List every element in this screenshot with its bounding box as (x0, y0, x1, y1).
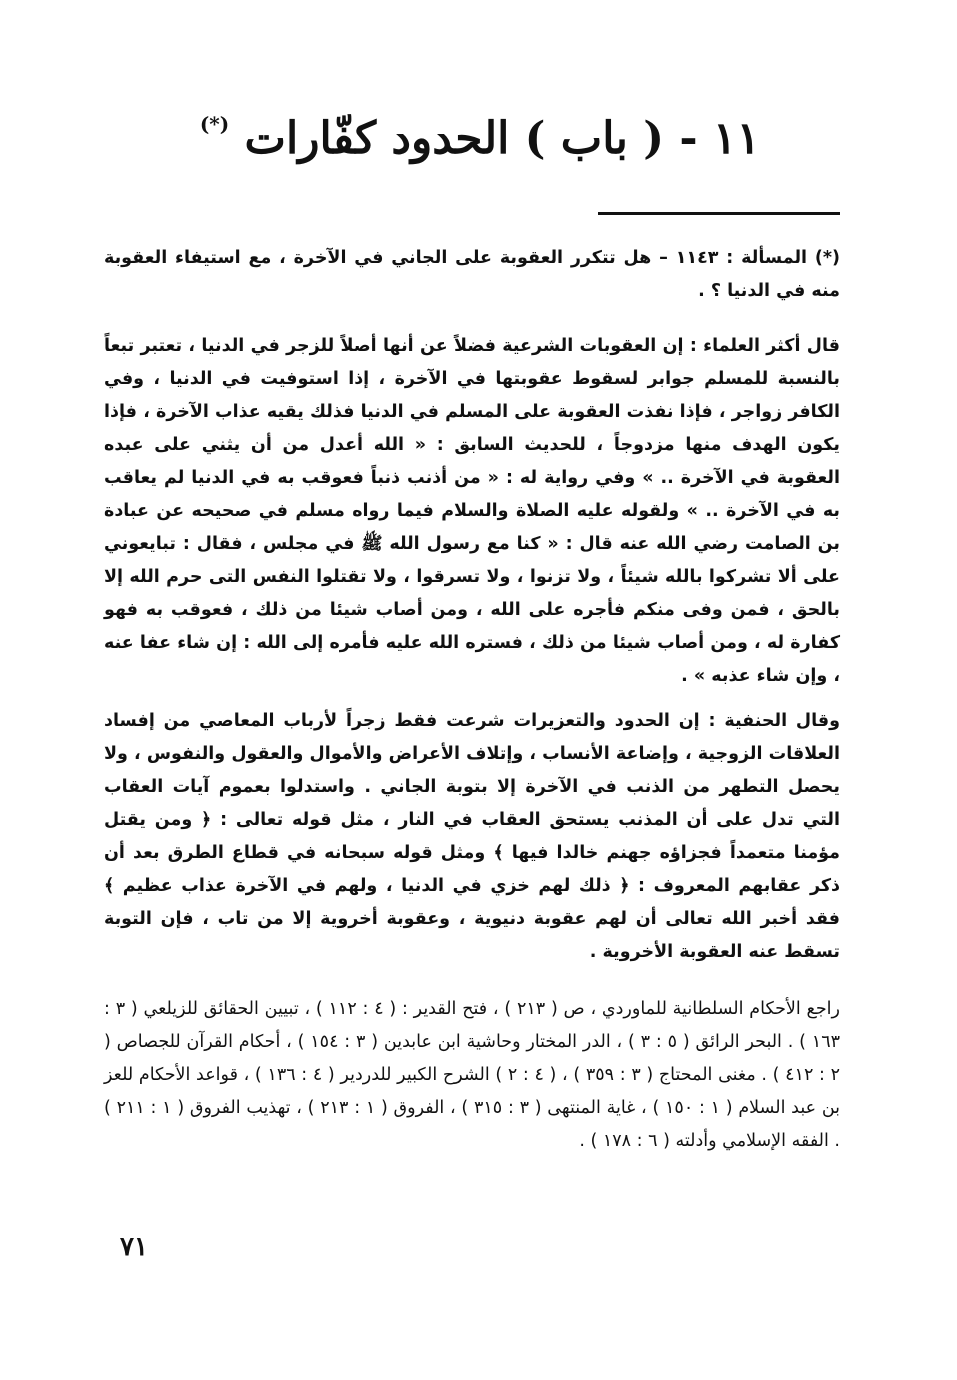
chapter-title (150, 112, 810, 164)
footnote-question-text: هل تتكرر العقوبة على الجاني في الآخرة ، مع استيفاء العقوبة منه في الدنيا ؟ . (104, 248, 840, 301)
references-text: راجع الأحكام السلطانية للماوردي ، ص ( ٢١٣ ) ، فتح القدير : ( ٤ : ١١٢ ) ، تبيين الحقائق للزيلعي ( ٣ : ١٦٣ ) . البحر الرائق ( ٥ : ٣ ) ، الدر المختار وحاشية ابن عابدين ( ٣ : ١٥٤ ) ، أحكام القرآن للجصاص ( ٢ : ٤١٢ ) . مغنى المحتاج ( ٣ : ٣٥٩ ) ، ( ٤ : ٢ ) الشرح الكبير للدردير ( ٤ : ١٣٦ ) ، قواعد الأحكام للعز بن عبد السلام ( ١ : ١٥٠ ) ، غاية المنتهى ( ٣ : ٣١٥ ) ، الفروق ( ١ : ٢١٣ ) ، تهذيب الفروق ( ١ : ٢١١ ) . الفقه الإسلامي وأدلته ( ٦ : ١٧٨ ) . (104, 999, 841, 1151)
footnote-separator (598, 212, 840, 215)
references-paragraph (104, 993, 840, 1158)
footnote-marker: (*) (199, 112, 230, 136)
paragraph-majority-scholars (104, 330, 840, 693)
footnote-label: (*) المسألة : ١١٤٣ – (659, 248, 840, 268)
chapter-title-text: ١١ - ( باب ) الحدود كفّارات (244, 113, 761, 164)
hanafiyya-label: وقال الحنفية : (708, 711, 841, 731)
paragraph-hanafiyya-text: إن الحدود والتعزيرات شرعت فقط زجراً لأرباب المعاصي من إفساد العلاقات الزوجية ، وإضاعة الأنساب ، وإتلاف الأعراض والأموال والعقول والنفوس ، ولا يحصل التطهر من الذنب في الآخرة إلا بتوبة الجاني . واستدلوا بعموم آيات العقاب التي تدل على أن المذنب يستحق العقاب في النار ، مثل قوله تعالى : ﴿ ومن يقتل مؤمنا متعمداً فجزاؤه جهنم خالدا فيها ﴾ ومثل قوله سبحانه في قطاع الطرق بعد أن ذكر عقابهم المعروف : ﴿ ذلك لهم خزي في الدنيا ، ولهم في الآخرة عذاب عظيم ﴾ فقد أخبر الله تعالى أن لهم عقوبة دنيوية ، وعقوبة أخروية إلا من تاب ، فإن التوبة تسقط عنه العقوبة الأخروية . (104, 711, 840, 962)
footnote-question (104, 242, 840, 308)
paragraph-hanafiyya (104, 705, 840, 969)
page-number: ٧١ (120, 1232, 148, 1262)
paragraph-majority-scholars-text: قال أكثر العلماء : إن العقوبات الشرعية فضلاً عن أنها أصلاً للزجر في الدنيا ، تعتبر تبعاً بالنسبة للمسلم جوابر لسقوط عقوبتها في الآخرة ، إذا استوفيت في الدنيا ، وفي الكافر زواجر ، فإذا نفذت العقوبة على المسلم في الدنيا فذلك يقيه عذاب الآخرة ، فإذا يكون الهدف منها مزدوجاً ، للحديث السابق : « الله أعدل من أن يثني على عبده العقوبة في الآخرة .. » وفي رواية له : « من أذنب ذنباً فعوقب به في الدنيا لم يعاقب به في الآخرة .. » ولقوله عليه الصلاة والسلام فيما رواه مسلم في صحيحه عن عبادة بن الصامت رضي الله عنه قال : « كنا مع رسول الله ﷺ في مجلس ، فقال : تبايعوني على ألا تشركوا بالله شيئاً ، ولا تزنوا ، ولا تسرقوا ، ولا تقتلوا النفس التى حرم الله إلا بالحق ، فمن وفى منكم فأجره على الله ، ومن أصاب شيئا من ذلك ، فعوقب به فهو كفارة له ، ومن أصاب شيئا من ذلك ، فستره الله عليه فأمره إلى الله : إن شاء عفا عنه ، وإن شاء عذبه » . (104, 336, 840, 686)
